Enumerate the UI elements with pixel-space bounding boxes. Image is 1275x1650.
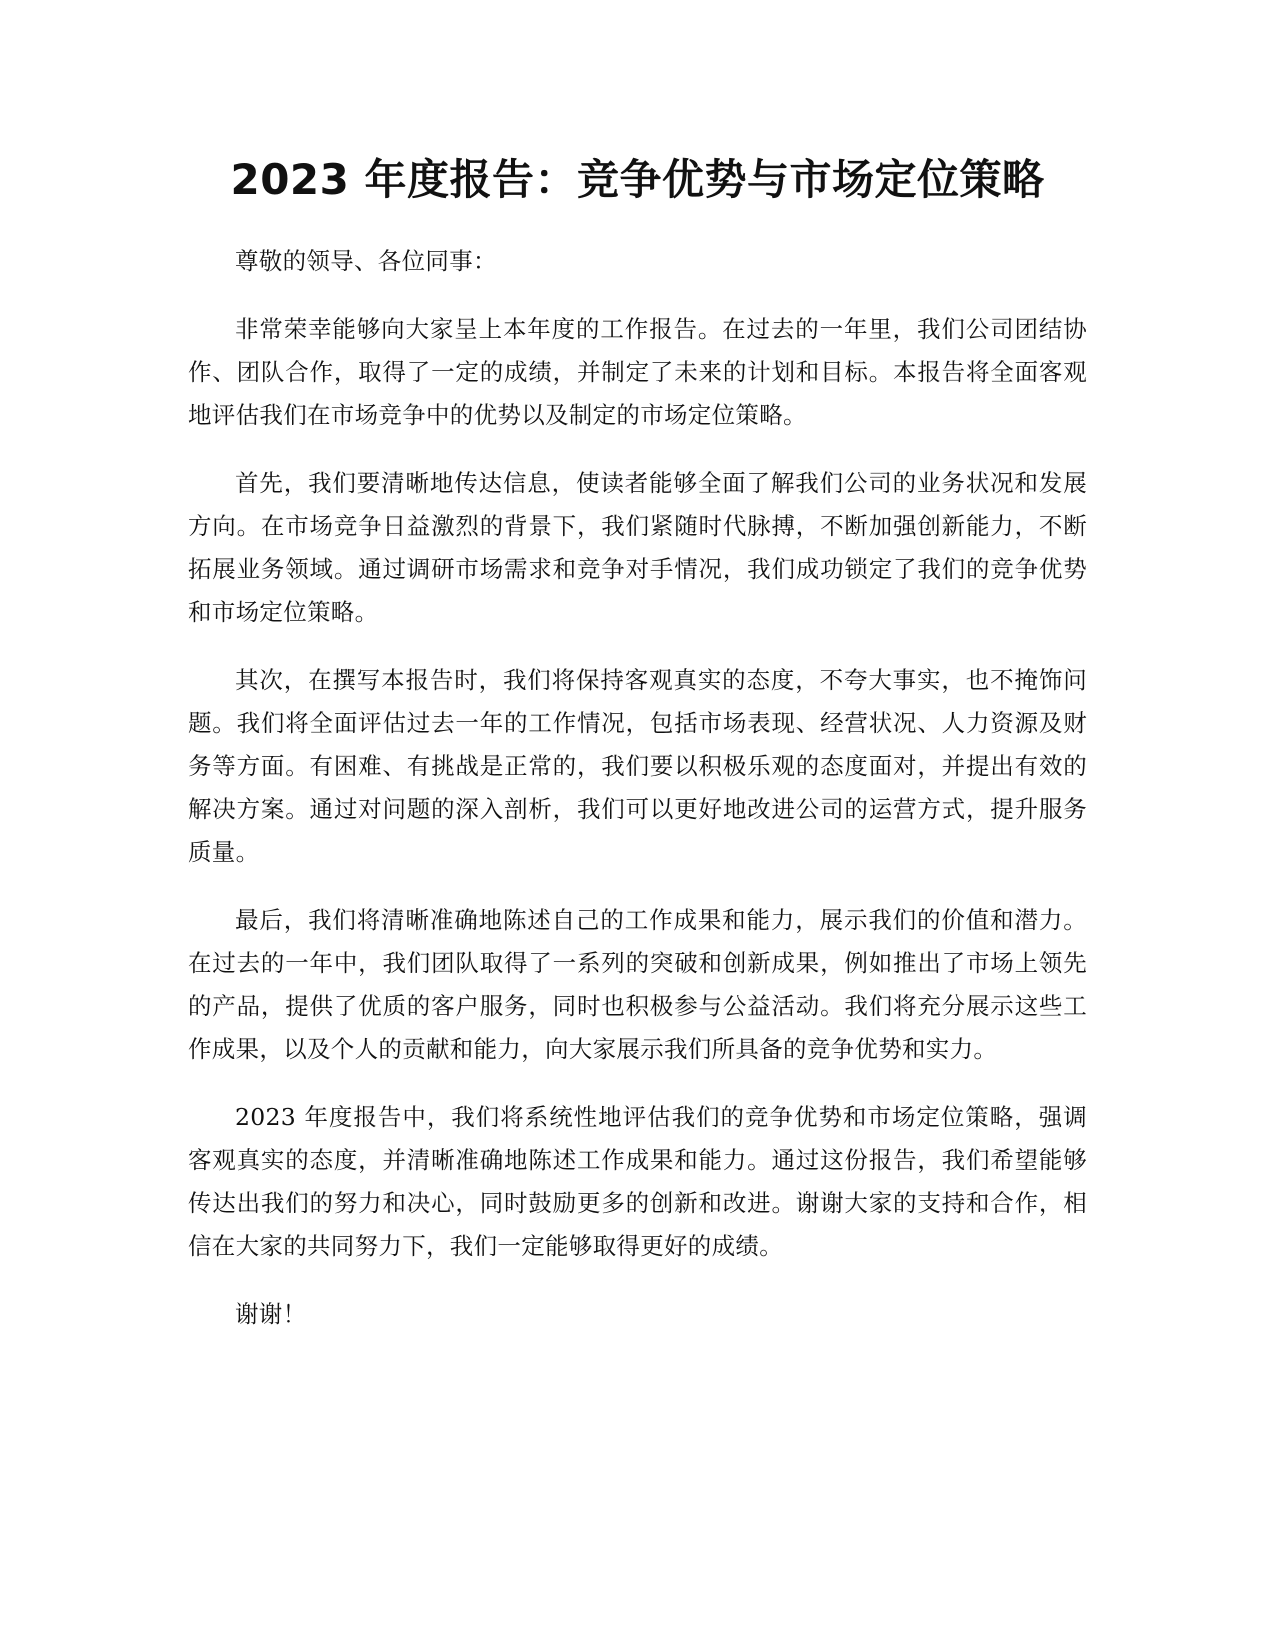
document-title: 2023 年度报告：竞争优势与市场定位策略 (230, 155, 1045, 204)
paragraph-second: 其次，在撰写本报告时，我们将保持客观真实的态度，不夸大事实，也不掩饰问题。我们将全面评估过去一年的工作情况，包括市场表现、经营状况、人力资源及财务等方面。有困难、有挑战是正常的，我们要以积极乐观的态度面对，并提出有效的解决方案。通过对问题的深入剖析，我们可以更好地改进公司的运营方式，提升服务质量。 (188, 666, 1087, 866)
paragraph-first: 首先，我们要清晰地传达信息，使读者能够全面了解我们公司的业务状况和发展方向。在市场竞争日益激烈的背景下，我们紧随时代脉搏，不断加强创新能力，不断拓展业务领域。通过调研市场需求和竞争对手情况，我们成功锁定了我们的竞争优势和市场定位策略。 (188, 469, 1087, 626)
paragraph-last: 最后，我们将清晰准确地陈述自己的工作成果和能力，展示我们的价值和潜力。在过去的一年中，我们团队取得了一系列的突破和创新成果，例如推出了市场上领先的产品，提供了优质的客户服务，同时也积极参与公益活动。我们将充分展示这些工作成果，以及个人的贡献和能力，向大家展示我们所具备的竞争优势和实力。 (188, 906, 1087, 1063)
paragraph-closing: 谢谢！ (235, 1300, 307, 1328)
paragraph-greeting: 尊敬的领导、各位同事： (235, 247, 497, 275)
paragraph-summary: 2023 年度报告中，我们将系统性地评估我们的竞争优势和市场定位策略，强调客观真实的态度，并清晰准确地陈述工作成果和能力。通过这份报告，我们希望能够传达出我们的努力和决心，同时鼓励更多的创新和改进。谢谢大家的支持和合作，相信在大家的共同努力下，我们一定能够取得更好的成绩。 (188, 1103, 1087, 1260)
paragraph-intro: 非常荣幸能够向大家呈上本年度的工作报告。在过去的一年里，我们公司团结协作、团队合作，取得了一定的成绩，并制定了未来的计划和目标。本报告将全面客观地评估我们在市场竞争中的优势以及制定的市场定位策略。 (188, 315, 1087, 429)
document-body (188, 240, 1087, 1361)
